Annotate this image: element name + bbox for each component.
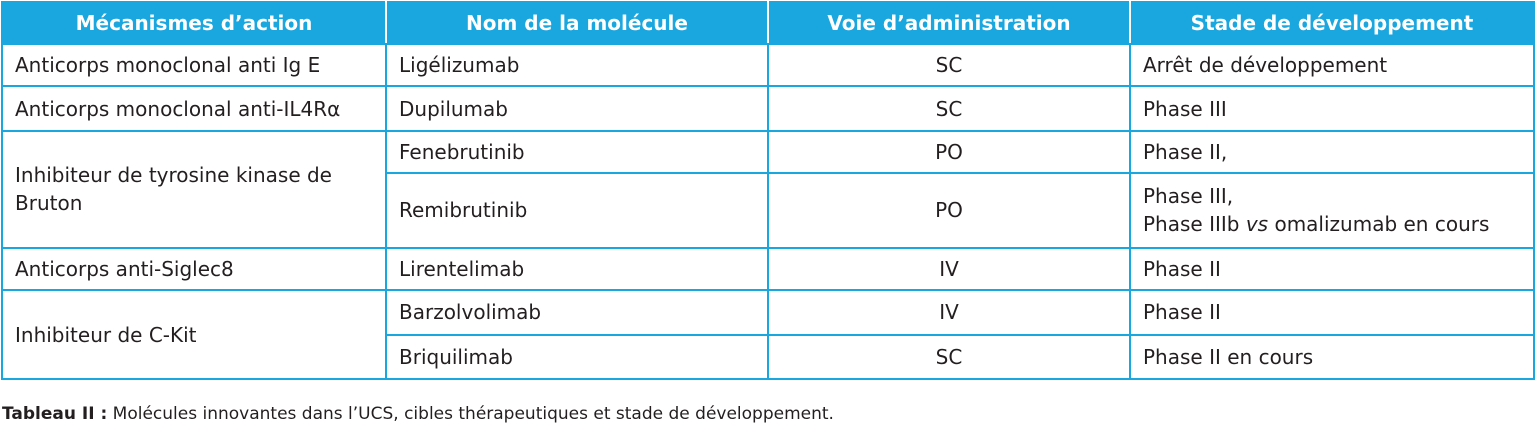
- stage-line: [1143, 210, 1533, 238]
- mechanism-cell: Inhibiteur de C-Kit: [2, 290, 386, 379]
- mechanism-cell: Anticorps monoclonal anti-IL4Rα: [2, 86, 386, 130]
- molecule-cell: Lirentelimab: [386, 248, 768, 290]
- versus-text: vs: [1245, 212, 1269, 237]
- stage-cell: [1130, 173, 1534, 248]
- caption-label: Tableau II :: [2, 404, 108, 424]
- header-mechanism: Mécanismes d’action: [2, 2, 386, 44]
- molecule-cell: Barzolvolimab: [386, 290, 768, 334]
- route-cell: IV: [768, 290, 1130, 334]
- stage-cell: Phase II en cours: [1130, 335, 1534, 379]
- stage-cell: Phase II: [1130, 248, 1534, 290]
- header-route: Voie d’administration: [768, 2, 1130, 44]
- caption-text: Molécules innovantes dans l’UCS, cibles thérapeutiques et stade de développement.: [107, 404, 834, 424]
- stage-cell: Phase II,: [1130, 131, 1534, 173]
- stage-cell: Arrêt de développement: [1130, 44, 1534, 86]
- molecule-cell: Briquilimab: [386, 335, 768, 379]
- route-cell: PO: [768, 173, 1130, 248]
- molecules-table: [1, 1, 1535, 380]
- stage-cell: Phase III: [1130, 86, 1534, 130]
- header-stage: Stade de développement: [1130, 2, 1534, 44]
- table-row: [2, 248, 1534, 290]
- route-cell: SC: [768, 86, 1130, 130]
- mechanism-cell: Inhibiteur de tyrosine kinase de Bruton: [2, 131, 386, 248]
- molecule-cell: Fenebrutinib: [386, 131, 768, 173]
- route-cell: SC: [768, 44, 1130, 86]
- stage-text: Phase IIIb: [1143, 212, 1246, 237]
- table-row: [2, 290, 1534, 334]
- header-row: [2, 2, 1534, 44]
- molecule-cell: Ligélizumab: [386, 44, 768, 86]
- table-row: [2, 131, 1534, 173]
- table-caption: [2, 403, 834, 425]
- table-row: [2, 86, 1534, 130]
- molecule-cell: Remibrutinib: [386, 173, 768, 248]
- stage-line: Phase III,: [1143, 184, 1234, 209]
- header-molecule: Nom de la molécule: [386, 2, 768, 44]
- molecule-cell: Dupilumab: [386, 86, 768, 130]
- table-row: [2, 44, 1534, 86]
- mechanism-cell: Anticorps anti-Siglec8: [2, 248, 386, 290]
- mechanism-cell: Anticorps monoclonal anti Ig E: [2, 44, 386, 86]
- route-cell: SC: [768, 335, 1130, 379]
- stage-text: omalizumab en cours: [1268, 212, 1490, 237]
- route-cell: IV: [768, 248, 1130, 290]
- route-cell: PO: [768, 131, 1130, 173]
- stage-cell: Phase II: [1130, 290, 1534, 334]
